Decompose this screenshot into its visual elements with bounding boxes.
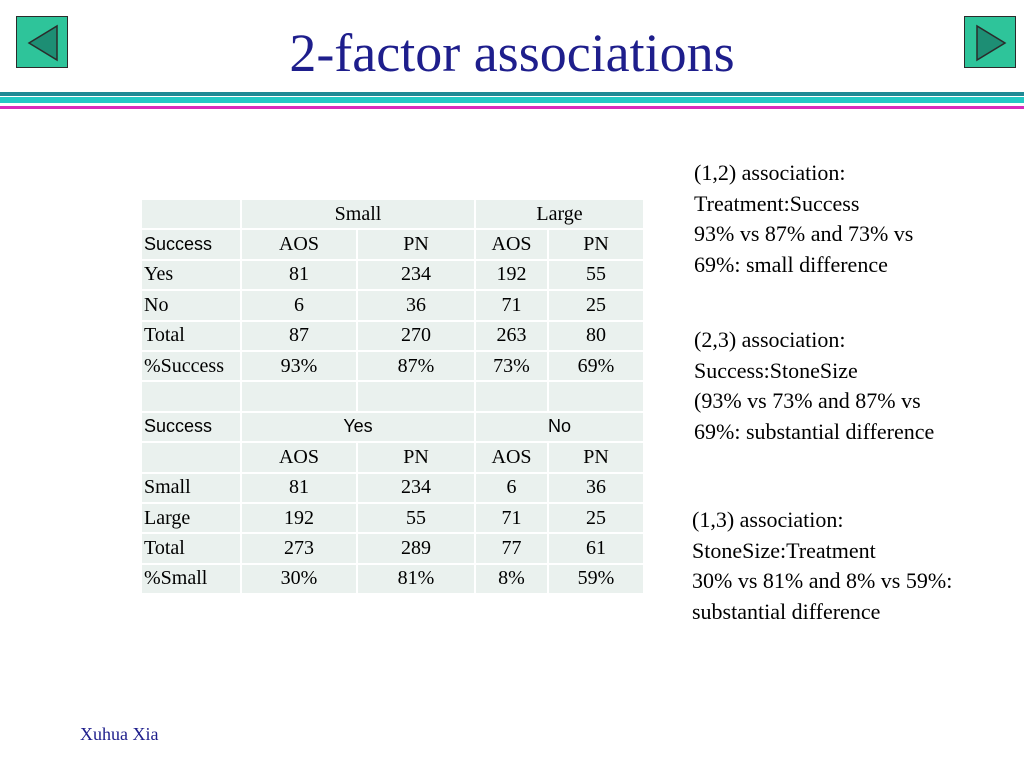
- table-cell: [548, 381, 644, 411]
- table-cell: AOS: [475, 229, 548, 259]
- table-row: [141, 533, 644, 563]
- note-line: Success:StoneSize: [694, 357, 858, 383]
- table-cell: 55: [357, 503, 475, 533]
- table-cell: [241, 381, 357, 411]
- header-no: No: [475, 412, 644, 442]
- table-cell: PN: [357, 229, 475, 259]
- note-line: (1,3) association:: [692, 507, 844, 532]
- table-spacer-row: [141, 381, 644, 411]
- table-cell: 81%: [357, 564, 475, 594]
- row-label: Total: [141, 533, 241, 563]
- association-note-1-3: [692, 505, 952, 627]
- divider-line: [0, 92, 1024, 96]
- table-cell: 36: [548, 473, 644, 503]
- table-cell: 93%: [241, 351, 357, 381]
- table-cell: 87%: [357, 351, 475, 381]
- table-cell: 87: [241, 321, 357, 351]
- row-label: No: [141, 290, 241, 320]
- table-cell: 289: [357, 533, 475, 563]
- table-row: [141, 564, 644, 594]
- table-row: [141, 260, 644, 290]
- table-row: [141, 351, 644, 381]
- table-cell: [141, 381, 241, 411]
- row-label: %Small: [141, 564, 241, 594]
- table-cell: 25: [548, 503, 644, 533]
- table-cell: PN: [548, 442, 644, 472]
- header-large: Large: [475, 199, 644, 229]
- note-line: 69%: substantial difference: [694, 418, 935, 444]
- table-cell: 55: [548, 260, 644, 290]
- table-cell: 71: [475, 503, 548, 533]
- table-cell: 270: [357, 321, 475, 351]
- table-cell: 25: [548, 290, 644, 320]
- association-note-2-3: [694, 325, 934, 447]
- table-cell: 80: [548, 321, 644, 351]
- table-row: [141, 321, 644, 351]
- table-cell: 77: [475, 533, 548, 563]
- row-label: Success: [141, 412, 241, 442]
- table-cell: [141, 199, 241, 229]
- table-header-row: [141, 412, 644, 442]
- table-cell: [357, 381, 475, 411]
- note-line: (1,2) association:: [694, 160, 846, 185]
- note-line: (2,3) association:: [694, 327, 846, 352]
- table-cell: 61: [548, 533, 644, 563]
- table-cell: 81: [241, 473, 357, 503]
- table-row: [141, 290, 644, 320]
- table-cell: 234: [357, 260, 475, 290]
- table-cell: 59%: [548, 564, 644, 594]
- row-label: Yes: [141, 260, 241, 290]
- association-note-1-2: [694, 158, 913, 280]
- table-cell: 192: [475, 260, 548, 290]
- table-cell: 81: [241, 260, 357, 290]
- table-row: [141, 503, 644, 533]
- row-label: Small: [141, 473, 241, 503]
- table-cell: 71: [475, 290, 548, 320]
- table-cell: 192: [241, 503, 357, 533]
- author-footer: Xuhua Xia: [80, 724, 159, 744]
- divider-line: [0, 97, 1024, 103]
- table-row: [141, 473, 644, 503]
- table-subheader-row: [141, 442, 644, 472]
- table-cell: 234: [357, 473, 475, 503]
- table-cell: AOS: [241, 442, 357, 472]
- note-line: 93% vs 87% and 73% vs: [694, 221, 914, 246]
- slide-title: 2-factor associations: [289, 23, 735, 83]
- divider-line: [0, 106, 1024, 109]
- table-cell: [141, 442, 241, 472]
- table-cell: 273: [241, 533, 357, 563]
- row-label: Total: [141, 321, 241, 351]
- row-label: Success: [141, 229, 241, 259]
- table-cell: 8%: [475, 564, 548, 594]
- note-line: substantial difference: [692, 598, 881, 624]
- table-cell: PN: [548, 229, 644, 259]
- note-line: Treatment:Success: [694, 190, 860, 216]
- table-cell: AOS: [475, 442, 548, 472]
- table-cell: 30%: [241, 564, 357, 594]
- table-cell: 69%: [548, 351, 644, 381]
- contingency-table: [140, 198, 645, 595]
- row-label: Large: [141, 503, 241, 533]
- table-cell: 6: [241, 290, 357, 320]
- table-cell: 73%: [475, 351, 548, 381]
- row-label: %Success: [141, 351, 241, 381]
- table-cell: PN: [357, 442, 475, 472]
- table-cell: 6: [475, 473, 548, 503]
- note-line: 30% vs 81% and 8% vs 59%:: [692, 568, 953, 593]
- table-cell: 263: [475, 321, 548, 351]
- table-cell: [475, 381, 548, 411]
- table-header-row: [141, 199, 644, 229]
- note-line: StoneSize:Treatment: [692, 537, 876, 563]
- note-line: 69%: small difference: [694, 251, 888, 277]
- table-subheader-row: [141, 229, 644, 259]
- note-line: (93% vs 73% and 87% vs: [694, 388, 921, 413]
- header-yes: Yes: [241, 412, 475, 442]
- header-small: Small: [241, 199, 475, 229]
- table-cell: AOS: [241, 229, 357, 259]
- table-cell: 36: [357, 290, 475, 320]
